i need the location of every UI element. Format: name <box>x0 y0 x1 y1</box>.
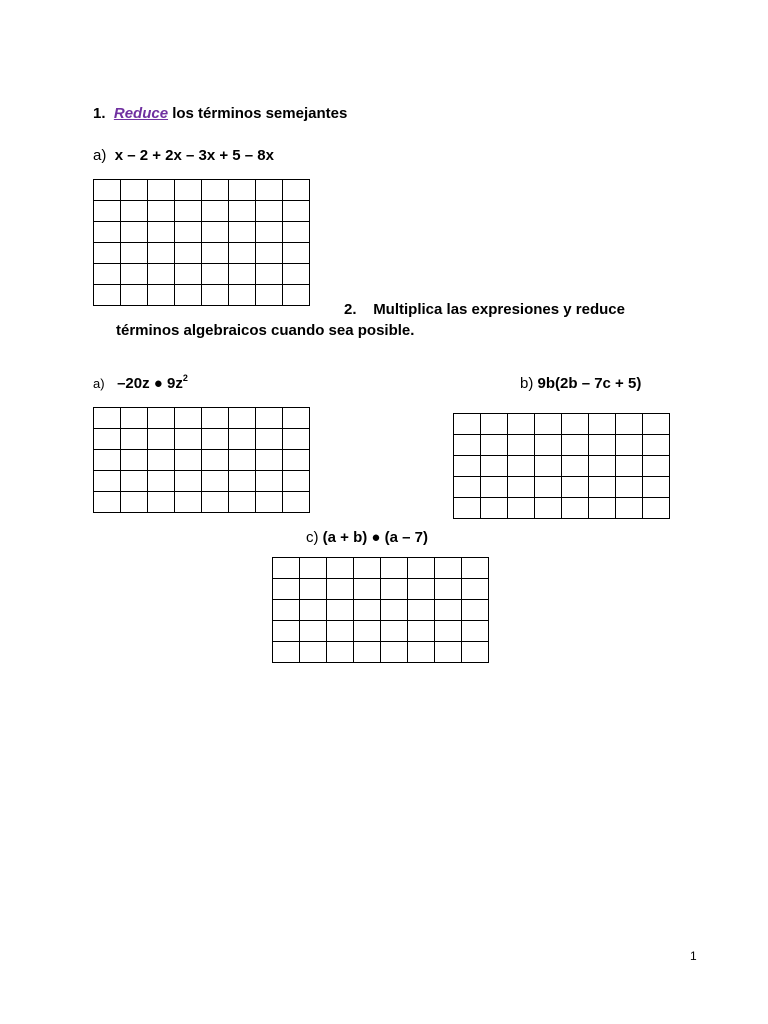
grid-cell <box>354 600 381 621</box>
grid-cell <box>229 429 256 450</box>
grid-cell <box>94 471 121 492</box>
grid-cell <box>354 621 381 642</box>
grid-row <box>94 450 310 471</box>
grid-cell <box>175 285 202 306</box>
section-2-number: 2. <box>344 301 357 318</box>
grid-cell <box>121 243 148 264</box>
grid-cell <box>283 285 310 306</box>
grid-row <box>94 222 310 243</box>
grid-cell <box>454 414 481 435</box>
grid-row <box>94 492 310 513</box>
grid-cell <box>229 408 256 429</box>
grid-cell <box>273 642 300 663</box>
grid-cell <box>256 285 283 306</box>
grid-cell <box>643 498 670 519</box>
grid-cell <box>327 642 354 663</box>
grid-cell <box>283 471 310 492</box>
grid-cell <box>273 600 300 621</box>
grid-cell <box>616 456 643 477</box>
grid-cell <box>94 492 121 513</box>
grid-cell <box>354 579 381 600</box>
grid-cell <box>535 456 562 477</box>
grid-cell <box>94 243 121 264</box>
item-2c-expression: (a + b) ● (a – 7) <box>322 529 429 546</box>
item-2a-exponent: 2 <box>182 373 188 383</box>
grid-cell <box>175 222 202 243</box>
grid-cell <box>256 201 283 222</box>
grid-cell <box>616 477 643 498</box>
answer-grid-1a <box>93 179 310 306</box>
grid-cell <box>202 450 229 471</box>
grid-cell <box>121 471 148 492</box>
grid-row <box>94 264 310 285</box>
grid-cell <box>435 558 462 579</box>
grid-cell <box>148 180 175 201</box>
grid-cell <box>408 558 435 579</box>
grid-cell <box>94 180 121 201</box>
grid-cell <box>175 408 202 429</box>
grid-cell <box>94 408 121 429</box>
grid-cell <box>175 450 202 471</box>
grid-cell <box>121 450 148 471</box>
grid-cell <box>381 600 408 621</box>
grid-cell <box>535 498 562 519</box>
section-1-number: 1. <box>93 105 106 122</box>
grid-cell <box>256 492 283 513</box>
grid-cell <box>435 642 462 663</box>
grid-cell <box>381 558 408 579</box>
grid-cell <box>589 498 616 519</box>
grid-cell <box>94 285 121 306</box>
grid-cell <box>256 471 283 492</box>
grid-cell <box>327 621 354 642</box>
grid-cell <box>121 429 148 450</box>
grid-cell <box>283 264 310 285</box>
reduce-link[interactable]: Reduce <box>113 105 169 122</box>
grid-cell <box>175 201 202 222</box>
grid-cell <box>256 264 283 285</box>
grid-cell <box>462 558 489 579</box>
grid-cell <box>508 414 535 435</box>
answer-grid-2c <box>272 557 489 663</box>
grid-row <box>454 414 670 435</box>
grid-cell <box>256 222 283 243</box>
grid-cell <box>283 180 310 201</box>
item-2b-label: b) <box>520 375 534 392</box>
grid-cell <box>175 492 202 513</box>
grid-cell <box>562 456 589 477</box>
section-1-title-rest: los términos semejantes <box>172 105 348 122</box>
grid-cell <box>454 477 481 498</box>
grid-cell <box>121 264 148 285</box>
section-2-heading-line2: términos algebraicos cuando sea posible. <box>116 322 415 339</box>
grid-cell <box>643 435 670 456</box>
grid-cell <box>481 477 508 498</box>
grid-cell <box>481 456 508 477</box>
section-2-item-a <box>93 375 188 393</box>
grid-cell <box>229 180 256 201</box>
section-2-heading-line1 <box>344 301 625 319</box>
grid-cell <box>273 579 300 600</box>
grid-row <box>94 471 310 492</box>
grid-cell <box>408 579 435 600</box>
section-2-title-line1: Multiplica las expresiones y reduce <box>373 301 625 318</box>
grid-cell <box>94 429 121 450</box>
grid-cell <box>381 642 408 663</box>
grid-row <box>94 285 310 306</box>
grid-cell <box>202 264 229 285</box>
grid-row <box>94 201 310 222</box>
grid-cell <box>643 456 670 477</box>
grid-cell <box>121 285 148 306</box>
grid-cell <box>300 600 327 621</box>
item-a-label: a) <box>93 147 107 164</box>
grid-cell <box>616 414 643 435</box>
grid-cell <box>454 435 481 456</box>
grid-cell <box>562 498 589 519</box>
grid-cell <box>175 243 202 264</box>
grid-cell <box>273 558 300 579</box>
grid-cell <box>202 285 229 306</box>
grid-cell <box>643 477 670 498</box>
grid-cell <box>148 471 175 492</box>
grid-cell <box>256 243 283 264</box>
grid-cell <box>229 243 256 264</box>
grid-cell <box>148 429 175 450</box>
grid-cell <box>229 264 256 285</box>
section-2-item-b <box>520 375 641 393</box>
grid-cell <box>202 201 229 222</box>
grid-cell <box>175 471 202 492</box>
grid-cell <box>283 222 310 243</box>
grid-cell <box>148 201 175 222</box>
grid-cell <box>148 222 175 243</box>
grid-cell <box>229 201 256 222</box>
grid-cell <box>283 450 310 471</box>
section-2-item-c <box>306 529 428 547</box>
grid-cell <box>202 408 229 429</box>
grid-row <box>94 243 310 264</box>
grid-row <box>273 642 489 663</box>
grid-row <box>273 600 489 621</box>
grid-cell <box>454 498 481 519</box>
grid-cell <box>148 408 175 429</box>
answer-grid-2b <box>453 413 670 519</box>
grid-cell <box>283 243 310 264</box>
item-2b-expression: 9b(2b – 7c + 5) <box>537 375 642 392</box>
grid-cell <box>148 492 175 513</box>
grid-cell <box>381 579 408 600</box>
grid-cell <box>202 222 229 243</box>
grid-cell <box>589 477 616 498</box>
grid-row <box>94 180 310 201</box>
grid-cell <box>616 435 643 456</box>
grid-cell <box>616 498 643 519</box>
grid-cell <box>327 558 354 579</box>
grid-cell <box>94 201 121 222</box>
item-2a-expression-base: –20z ● 9z <box>117 375 183 392</box>
item-2a-label: a) <box>93 376 105 391</box>
grid-cell <box>354 558 381 579</box>
grid-cell <box>508 498 535 519</box>
grid-cell <box>589 435 616 456</box>
grid-cell <box>462 642 489 663</box>
grid-cell <box>462 579 489 600</box>
grid-cell <box>283 201 310 222</box>
grid-cell <box>300 621 327 642</box>
grid-cell <box>589 456 616 477</box>
grid-cell <box>454 456 481 477</box>
grid-cell <box>94 264 121 285</box>
grid-cell <box>148 264 175 285</box>
grid-cell <box>562 477 589 498</box>
grid-cell <box>327 600 354 621</box>
grid-cell <box>94 222 121 243</box>
grid-cell <box>229 492 256 513</box>
grid-cell <box>408 600 435 621</box>
grid-cell <box>229 222 256 243</box>
grid-cell <box>435 579 462 600</box>
section-1-heading <box>93 105 347 123</box>
grid-cell <box>283 429 310 450</box>
page-number: 1 <box>690 949 697 963</box>
grid-cell <box>562 435 589 456</box>
grid-cell <box>229 450 256 471</box>
grid-cell <box>229 471 256 492</box>
grid-cell <box>273 621 300 642</box>
item-2a-expression <box>117 375 188 392</box>
grid-cell <box>202 180 229 201</box>
grid-cell <box>256 408 283 429</box>
grid-cell <box>589 414 616 435</box>
grid-row <box>454 477 670 498</box>
section-1-item-a <box>93 147 274 165</box>
grid-cell <box>300 642 327 663</box>
grid-cell <box>562 414 589 435</box>
item-a-expression: x – 2 + 2x – 3x + 5 – 8x <box>114 147 274 164</box>
grid-cell <box>435 621 462 642</box>
grid-cell <box>535 414 562 435</box>
grid-cell <box>300 579 327 600</box>
grid-row <box>273 621 489 642</box>
grid-cell <box>175 264 202 285</box>
grid-cell <box>508 435 535 456</box>
grid-cell <box>229 285 256 306</box>
grid-cell <box>535 435 562 456</box>
grid-cell <box>256 450 283 471</box>
grid-cell <box>202 243 229 264</box>
grid-row <box>94 429 310 450</box>
grid-cell <box>381 621 408 642</box>
grid-row <box>273 579 489 600</box>
grid-cell <box>175 429 202 450</box>
grid-cell <box>354 642 381 663</box>
grid-cell <box>148 243 175 264</box>
grid-cell <box>462 600 489 621</box>
grid-cell <box>202 492 229 513</box>
grid-cell <box>481 435 508 456</box>
grid-row <box>454 435 670 456</box>
grid-cell <box>256 429 283 450</box>
grid-cell <box>121 180 148 201</box>
grid-cell <box>481 498 508 519</box>
grid-cell <box>148 450 175 471</box>
grid-cell <box>202 471 229 492</box>
grid-cell <box>535 477 562 498</box>
grid-cell <box>300 558 327 579</box>
grid-row <box>273 558 489 579</box>
grid-cell <box>462 621 489 642</box>
grid-cell <box>508 477 535 498</box>
grid-cell <box>148 285 175 306</box>
grid-cell <box>256 180 283 201</box>
grid-cell <box>435 600 462 621</box>
answer-grid-2a <box>93 407 310 513</box>
grid-cell <box>408 621 435 642</box>
grid-row <box>94 408 310 429</box>
grid-cell <box>327 579 354 600</box>
grid-cell <box>121 492 148 513</box>
item-2c-label: c) <box>306 529 319 546</box>
grid-cell <box>121 201 148 222</box>
grid-cell <box>283 492 310 513</box>
grid-row <box>454 498 670 519</box>
grid-cell <box>121 222 148 243</box>
grid-cell <box>481 414 508 435</box>
grid-cell <box>283 408 310 429</box>
grid-row <box>454 456 670 477</box>
grid-cell <box>508 456 535 477</box>
grid-cell <box>94 450 121 471</box>
grid-cell <box>643 414 670 435</box>
grid-cell <box>175 180 202 201</box>
grid-cell <box>202 429 229 450</box>
grid-cell <box>408 642 435 663</box>
grid-cell <box>121 408 148 429</box>
